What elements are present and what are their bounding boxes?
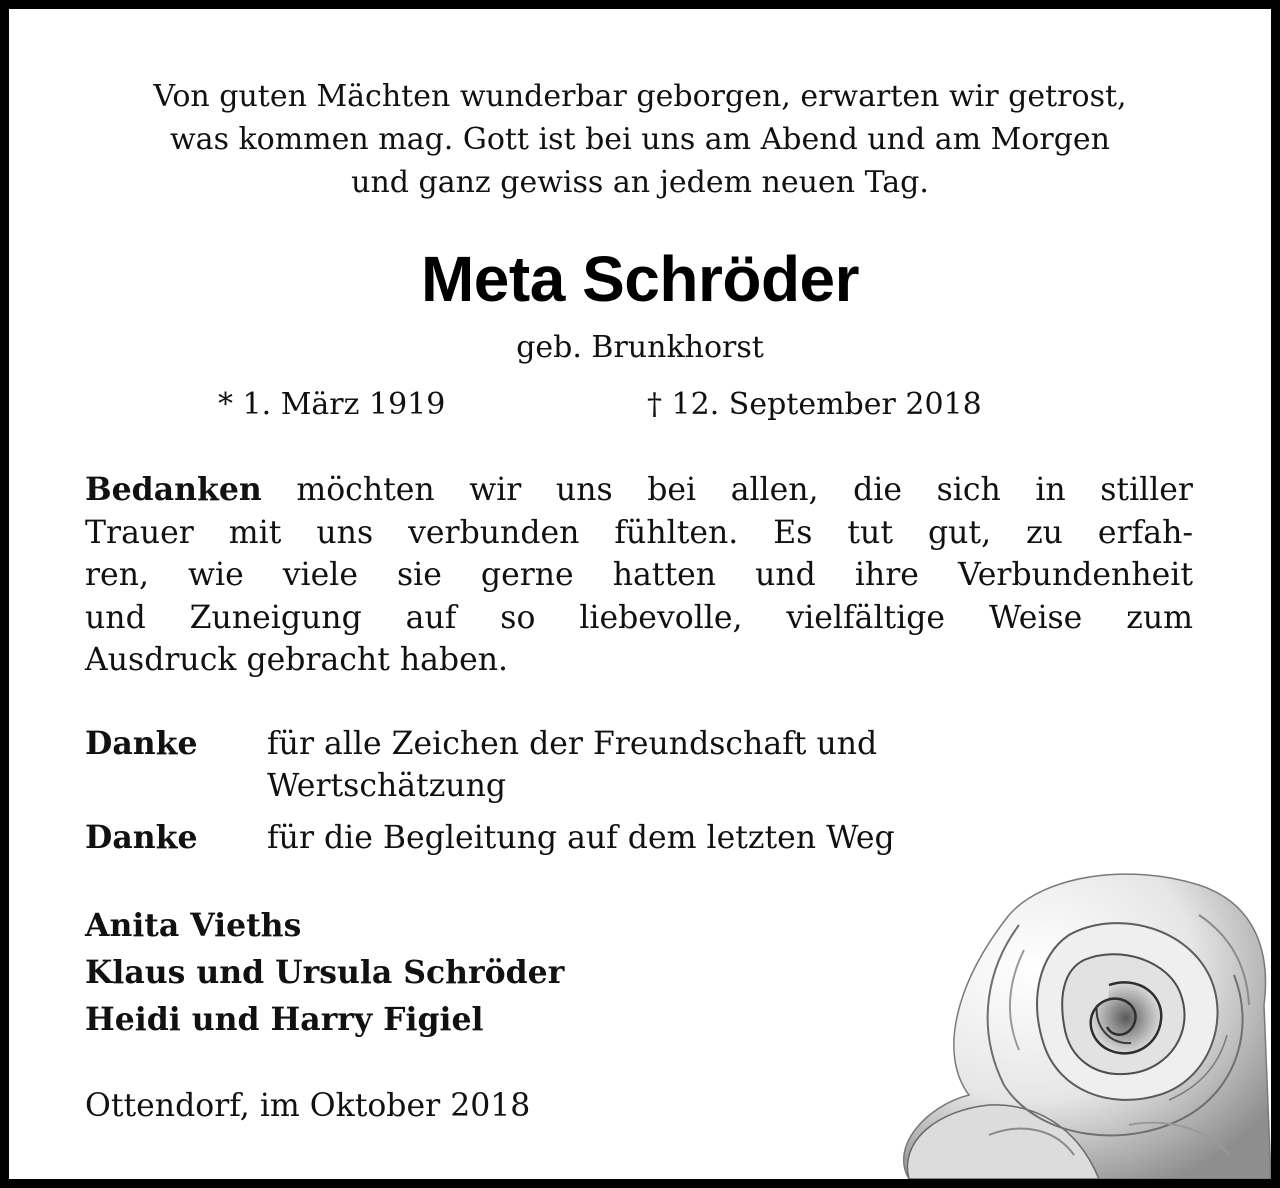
thanks-text-line: Wertschätzung (267, 768, 507, 804)
signers (85, 902, 564, 1043)
signer: Heidi und Harry Figiel (85, 1001, 484, 1038)
deceased-name: Meta Schröder (420, 243, 860, 315)
birth-date: * 1. März 1919 (218, 387, 446, 422)
verse-line: und ganz gewiss an jedem neuen Tag. (351, 165, 929, 200)
message-line: und Zuneigung auf so liebevolle, vielfältige Weise zum (85, 599, 1193, 636)
message-line-rest: möchten wir uns bei allen, die sich in stiller (261, 472, 1193, 508)
message-line: Trauer mit uns verbunden fühlten. Es tut gut, zu erfah- (85, 514, 1193, 551)
message-line (85, 469, 1193, 512)
verse-line: was kommen mag. Gott ist bei uns am Abend und am Morgen (170, 122, 1110, 157)
rose-icon (869, 855, 1271, 1179)
maiden-name: geb. Brunkhorst (516, 330, 764, 365)
thanks-text-line: für alle Zeichen der Freundschaft und (267, 726, 878, 762)
message-line: ren, wie viele sie gerne hatten und ihre Verbundenheit (85, 557, 1193, 593)
death-date: † 12. September 2018 (647, 387, 982, 422)
thanks-message (85, 469, 1193, 682)
message-line: Ausdruck gebracht haben. (85, 642, 509, 678)
thanks-text (267, 817, 895, 859)
thanks-label: Danke (85, 819, 198, 856)
message-lead: Bedanken (85, 471, 262, 508)
signer: Klaus und Ursula Schröder (85, 954, 565, 991)
verse (9, 75, 1271, 204)
place-and-date: Ottendorf, im Oktober 2018 (85, 1088, 531, 1124)
thanks-text (267, 723, 877, 807)
thanks-label: Danke (85, 725, 198, 762)
thanks-text-line: für die Begleitung auf dem letzten Weg (267, 820, 895, 856)
signer: Anita Vieths (85, 907, 302, 944)
verse-line: Von guten Mächten wunderbar geborgen, erwarten wir getrost, (153, 79, 1127, 114)
